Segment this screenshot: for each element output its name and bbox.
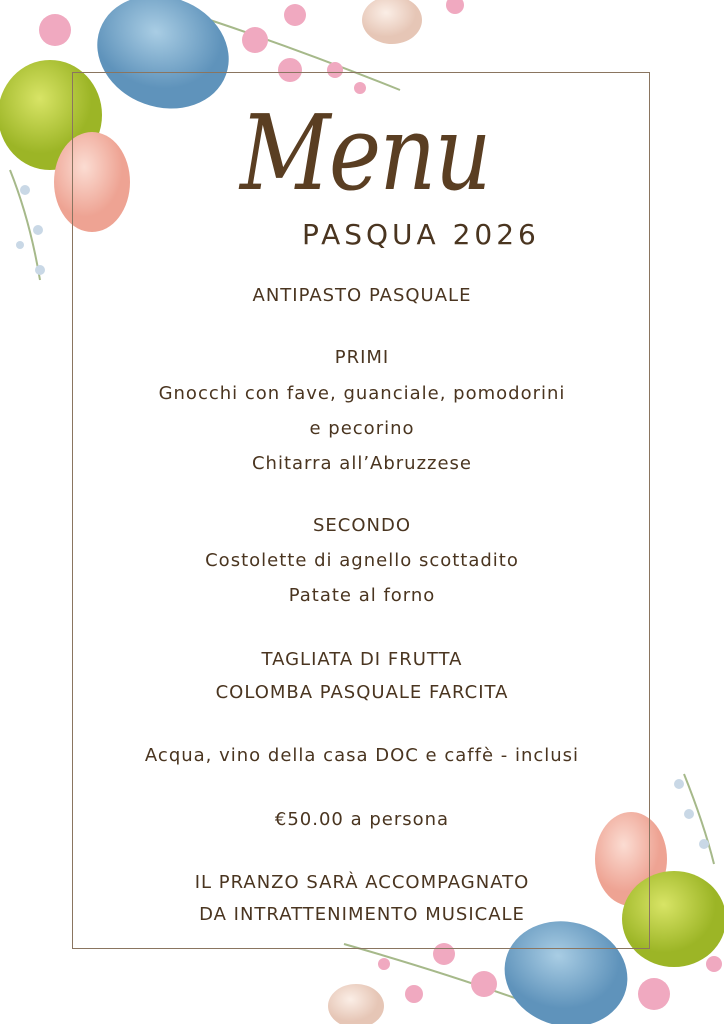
primi-item-2: Chitarra all’Abruzzese [251,453,473,474]
menu-subtitle: PASQUA 2026 [302,218,540,251]
primi-heading: PRIMI [334,347,390,368]
secondo-heading: SECONDO [312,515,412,536]
primi-item-1a: Gnocchi con fave, guanciale, pomodorini [158,383,566,404]
drinks-line: Acqua, vino della casa DOC e caffè - inclusi [144,745,580,766]
primi-item-1b: e pecorino [309,418,415,439]
note-line-1: IL PRANZO SARÀ ACCOMPAGNATO [194,872,530,893]
dolce-item-2: COLOMBA PASQUALE FARCITA [215,682,509,703]
secondo-item-2: Patate al forno [288,585,436,606]
menu-title: Menu [240,92,490,214]
price-line: €50.00 a persona [274,809,450,830]
antipasto-heading: ANTIPASTO PASQUALE [252,285,472,306]
note-line-2: DA INTRATTENIMENTO MUSICALE [199,904,525,925]
secondo-item-1: Costolette di agnello scottadito [205,550,519,571]
dolce-item-1: TAGLIATA DI FRUTTA [261,649,463,670]
